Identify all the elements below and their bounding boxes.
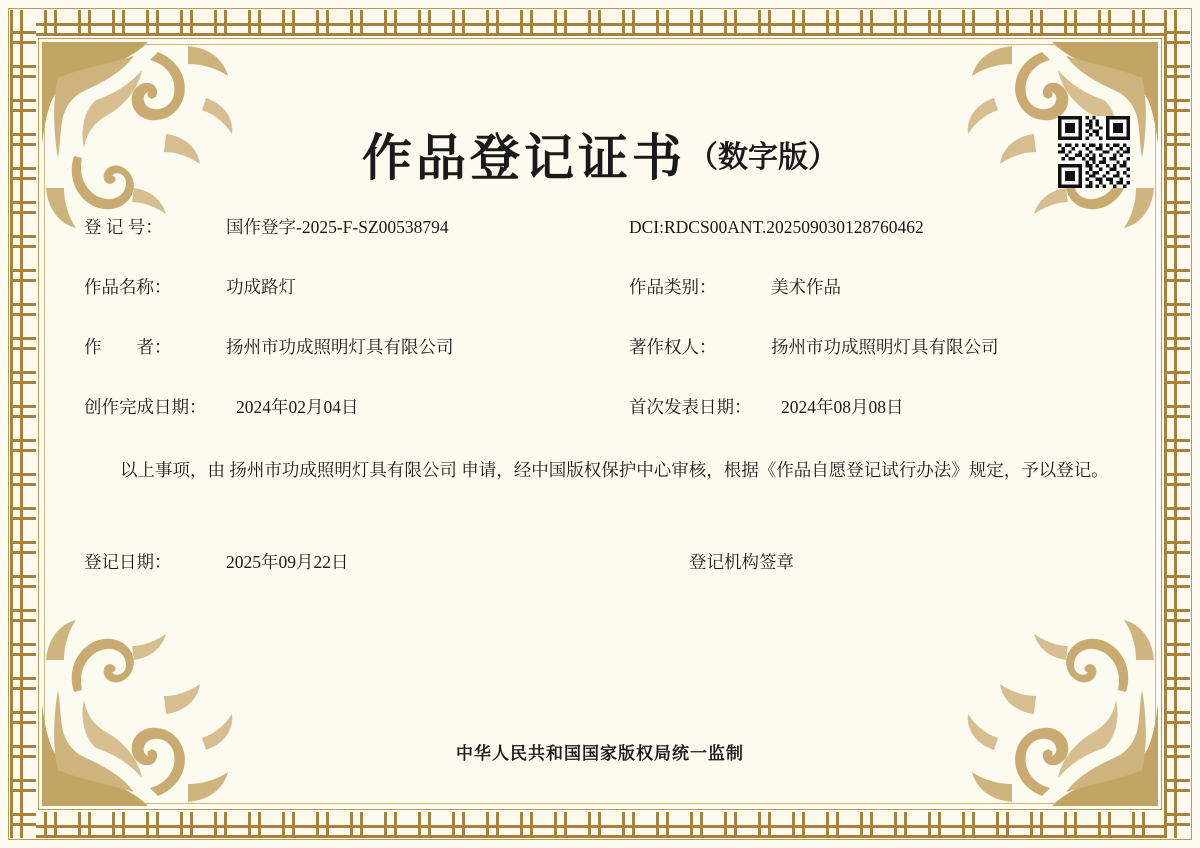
field-row-dates — [84, 394, 1116, 420]
border-pattern-right — [1164, 10, 1190, 838]
dci-code-value: DCI:RDCS00ANT.202509030128760462 — [629, 217, 924, 237]
field-row-work-name — [84, 274, 1116, 300]
work-category-label: 作品类别： — [629, 277, 717, 297]
registration-date-value: 2025年09月22日 — [226, 552, 349, 572]
border-pattern-left — [10, 10, 36, 838]
field-row-registration-number — [84, 214, 1116, 240]
registration-number-value: 国作登字-2025-F-SZ00538794 — [226, 217, 449, 237]
certificate-content — [60, 56, 1140, 792]
statement-applicant: 扬州市功成照明灯具有限公司 — [229, 460, 457, 480]
first-publish-date-value: 2024年08月08日 — [781, 397, 904, 417]
author-label: 作 者： — [84, 337, 172, 357]
creation-date-label: 创作完成日期： — [84, 397, 207, 417]
seal-label: 登记机构签章 — [689, 552, 794, 572]
statement-paragraph — [60, 454, 1140, 487]
work-category-value: 美术作品 — [771, 277, 841, 297]
statement-body: 申请，经中国版权保护中心审核，根据《作品自愿登记试行办法》规定，予以登记。 — [461, 460, 1109, 480]
border-pattern-top — [10, 10, 1190, 36]
footer-text: 中华人民共和国国家版权局统一监制 — [456, 744, 744, 763]
qr-code-icon[interactable] — [1058, 116, 1130, 188]
registration-date-label: 登记日期： — [84, 552, 172, 572]
border-pattern-bottom — [10, 812, 1190, 838]
registration-number-label: 登 记 号： — [84, 217, 163, 237]
signature-row — [60, 549, 1140, 575]
page-title: 作品登记证书 — [362, 130, 686, 186]
first-publish-date-label: 首次发表日期： — [629, 397, 752, 417]
page-title-suffix: （数字版） — [688, 141, 838, 174]
creation-date-value: 2024年02月04日 — [236, 397, 359, 417]
field-row-author — [84, 334, 1116, 360]
author-value: 扬州市功成照明灯具有限公司 — [226, 337, 454, 357]
fields-table — [60, 214, 1140, 420]
copyright-owner-value: 扬州市功成照明灯具有限公司 — [771, 337, 999, 357]
work-name-value: 功成路灯 — [226, 277, 296, 297]
statement-prefix: 以上事项，由 — [120, 460, 225, 480]
title-block — [60, 56, 1140, 186]
work-name-label: 作品名称： — [84, 277, 172, 297]
copyright-owner-label: 著作权人： — [629, 337, 717, 357]
